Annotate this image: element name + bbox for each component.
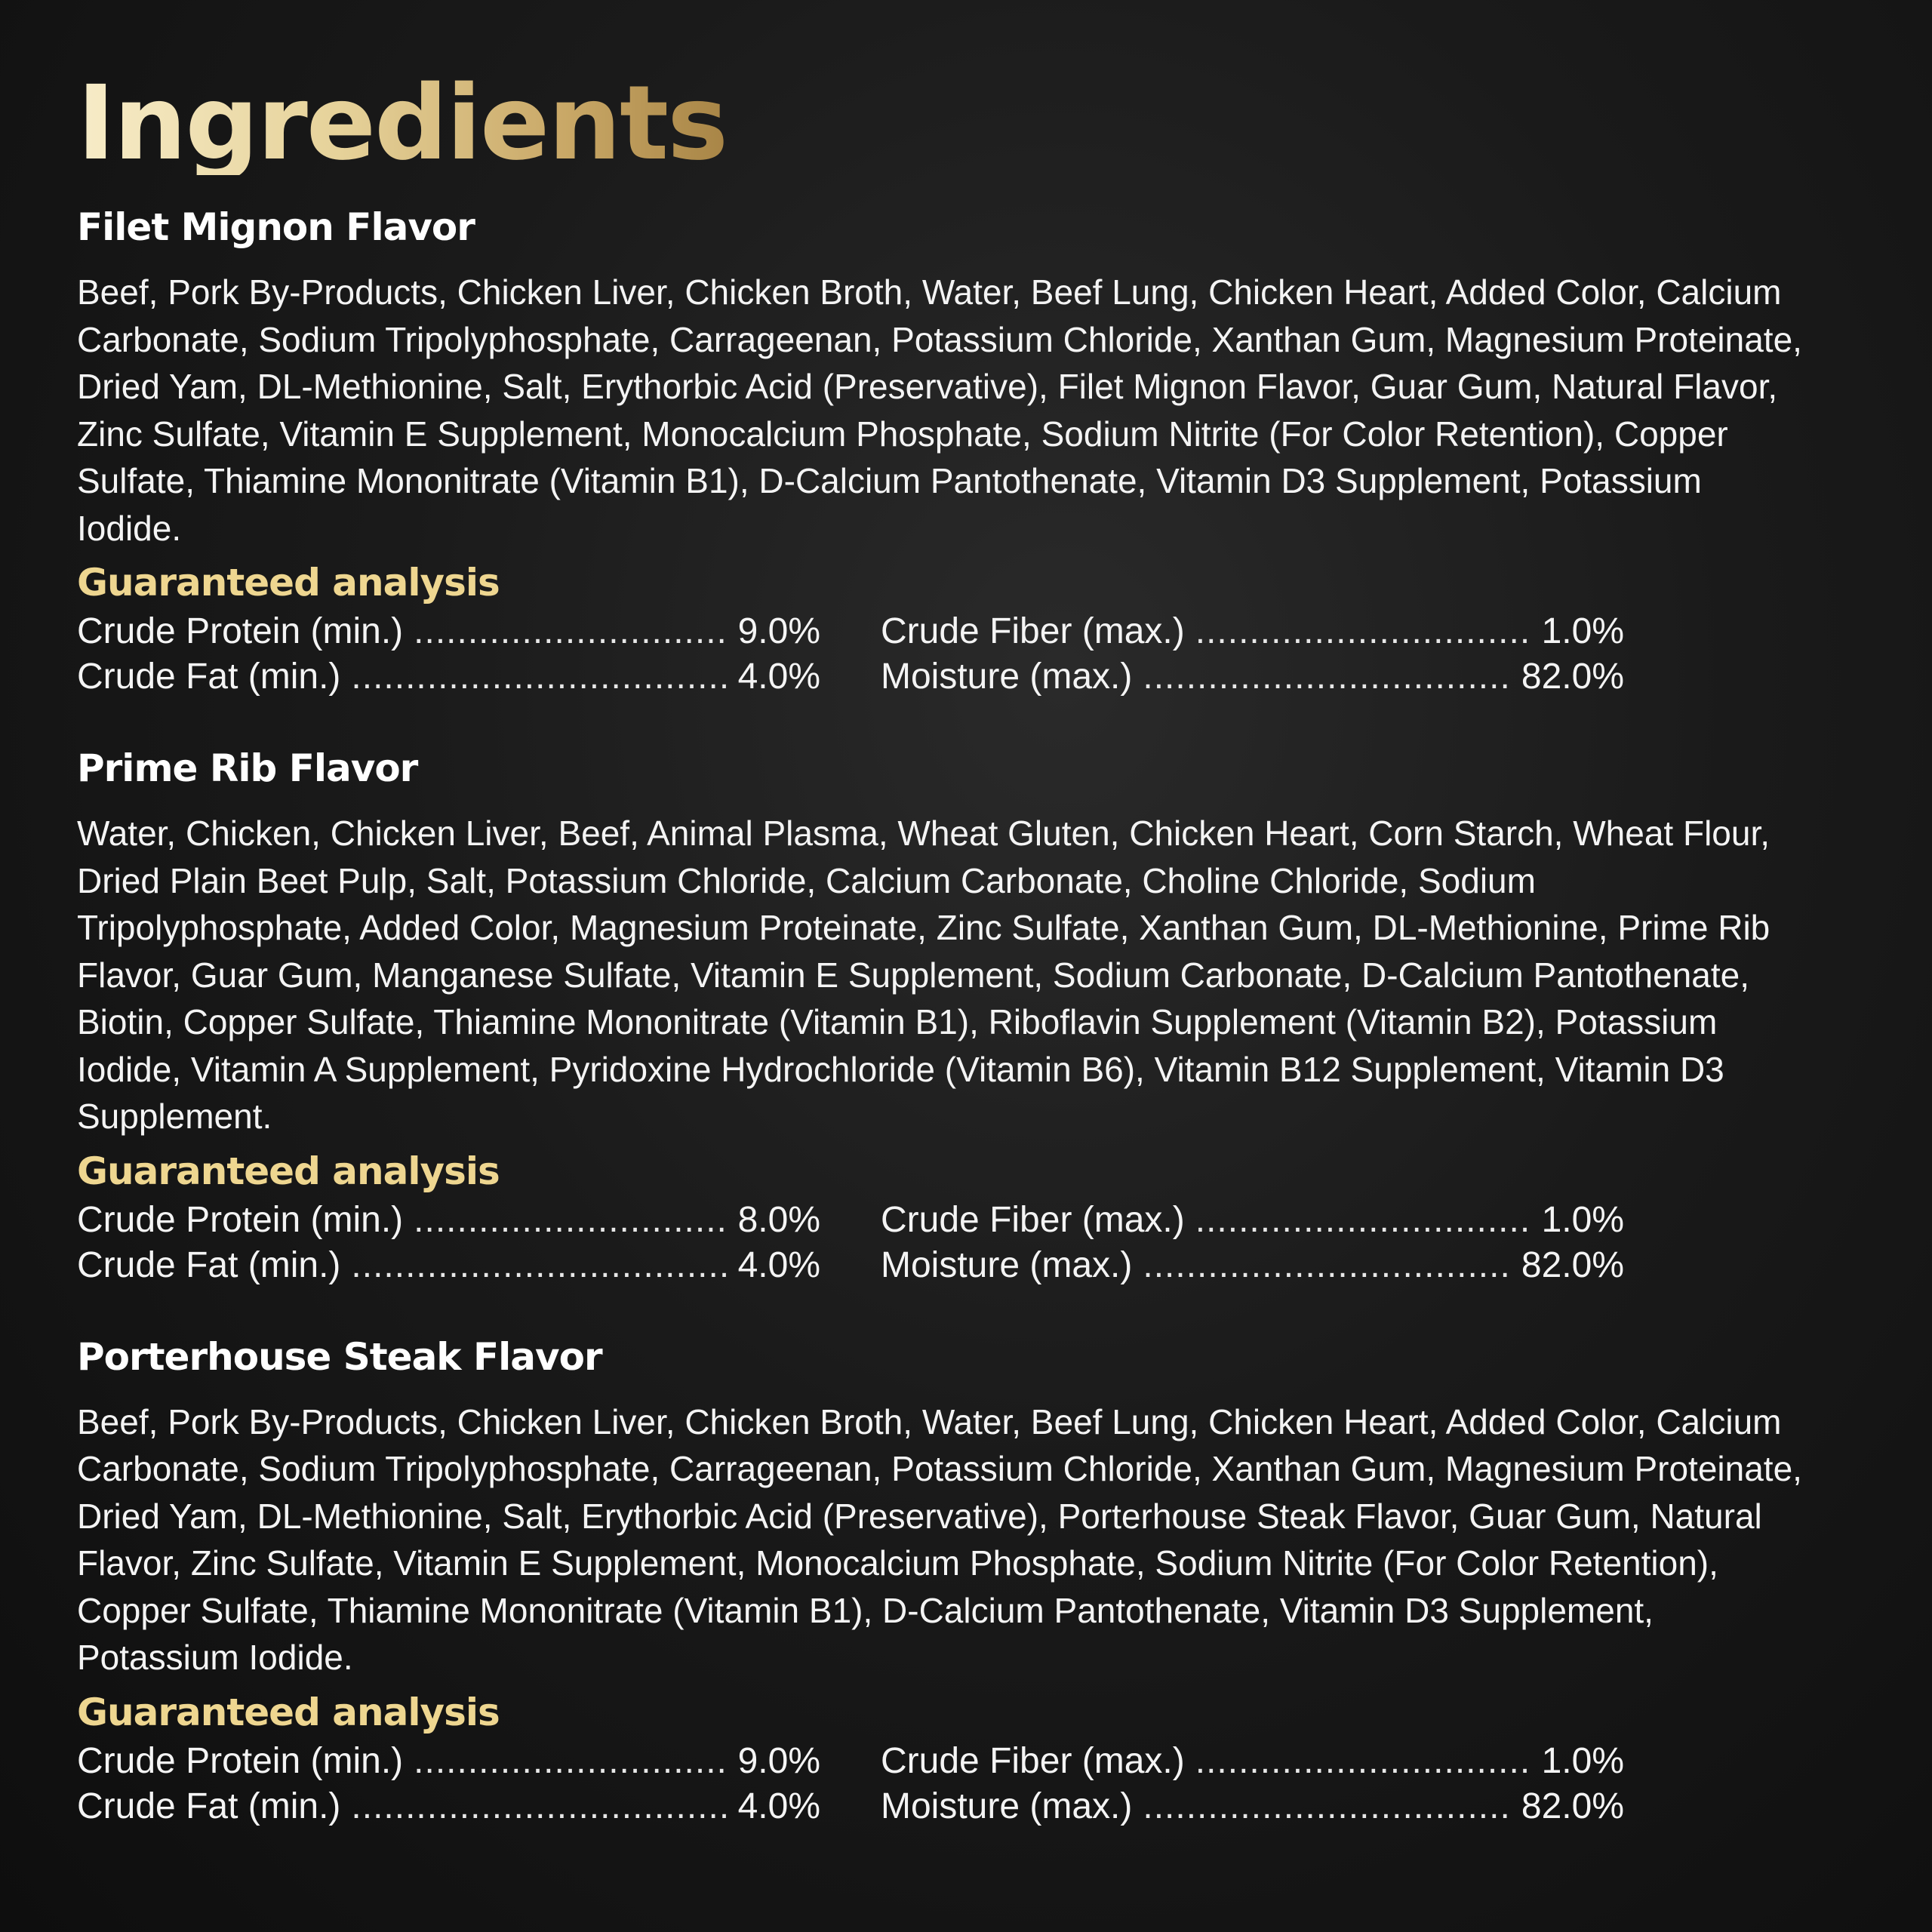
analysis-row-crude-fiber [881, 609, 1624, 654]
ingredients-list: Beef, Pork By-Products, Chicken Liver, Chicken Broth, Water, Beef Lung, Chicken Heart, Added Color, Calcium Carbonate, Sodium Tripolyphosphate, Carrageenan, Potassium Chloride, Xanthan Gum, Magnesium Proteinate, Dried Yam, DL-Methionine, Salt, Erythorbic Acid (Preservative), Filet Mignon Flavor, Guar Gum, Natural Flavor, Zinc Sulfate, Vitamin E Supplement, Monocalcium Phosphate, Sodium Nitrite (For Color Retention), Copper Sulfate, Thiamine Mononitrate (Vitamin B1), D-Calcium Pantothenate, Vitamin D3 Supplement, Potassium Iodide. [77, 272, 1802, 548]
analysis-value: 4.0% [737, 657, 820, 697]
dot-leader [1143, 654, 1509, 700]
page-title: Ingredients [77, 64, 728, 183]
dot-leader [1143, 1784, 1509, 1829]
analysis-value: 9.0% [737, 611, 820, 651]
analysis-value: 82.0% [1521, 1244, 1624, 1285]
analysis-value: 1.0% [1541, 611, 1624, 651]
analysis-value: 1.0% [1541, 1199, 1624, 1240]
dot-leader [414, 1198, 725, 1243]
guaranteed-analysis-heading: Guaranteed analysis [77, 561, 500, 605]
analysis-label: Crude Fat (min.) [77, 1244, 341, 1285]
analysis-value: 4.0% [737, 1244, 820, 1285]
ingredients-list: Beef, Pork By-Products, Chicken Liver, Chicken Broth, Water, Beef Lung, Chicken Heart, Added Color, Calcium Carbonate, Sodium Tripolyphosphate, Carrageenan, Potassium Chloride, Xanthan Gum, Magnesium Proteinate, Dried Yam, DL-Methionine, Salt, Erythorbic Acid (Preservative), Porterhouse Steak Flavor, Guar Gum, Natural Flavor, Zinc Sulfate, Vitamin E Supplement, Monocalcium Phosphate, Sodium Nitrite (For Color Retention), Copper Sulfate, Thiamine Mononitrate (Vitamin B1), D-Calcium Pantothenate, Vitamin D3 Supplement, Potassium Iodide. [77, 1401, 1802, 1677]
analysis-value: 82.0% [1521, 1786, 1624, 1826]
analysis-label: Crude Fat (min.) [77, 657, 341, 697]
analysis-label: Crude Fiber (max.) [881, 1199, 1185, 1240]
analysis-value: 9.0% [737, 1740, 820, 1781]
analysis-row-crude-fat [77, 1784, 820, 1829]
dot-leader [351, 1784, 725, 1829]
analysis-label: Crude Protein (min.) [77, 1199, 404, 1240]
analysis-row-crude-fiber [881, 1198, 1624, 1243]
analysis-row-moisture [881, 1243, 1624, 1288]
flavor-section-porterhouse-steak [77, 1334, 1857, 1829]
guaranteed-analysis-heading: Guaranteed analysis [77, 1149, 500, 1193]
dot-leader [1195, 1198, 1530, 1243]
analysis-label: Crude Fat (min.) [77, 1786, 341, 1826]
analysis-label: Moisture (max.) [881, 657, 1133, 697]
analysis-row-crude-protein [77, 609, 820, 654]
flavor-name: Prime Rib Flavor [77, 746, 418, 790]
analysis-row-crude-fiber [881, 1739, 1624, 1784]
guaranteed-analysis-heading: Guaranteed analysis [77, 1690, 500, 1734]
guaranteed-analysis-table [77, 1739, 1857, 1829]
analysis-row-moisture [881, 1784, 1624, 1829]
flavor-section-prime-rib [77, 746, 1857, 1288]
dot-leader [1195, 1739, 1530, 1784]
dot-leader [1195, 609, 1530, 654]
analysis-row-crude-fat [77, 654, 820, 700]
ingredients-list: Water, Chicken, Chicken Liver, Beef, Animal Plasma, Wheat Gluten, Chicken Heart, Corn Starch, Wheat Flour, Dried Plain Beet Pulp, Salt, Potassium Chloride, Calcium Carbonate, Choline Chloride, Sodium Tripolyphosphate, Added Color, Magnesium Proteinate, Zinc Sulfate, Xanthan Gum, DL-Methionine, Prime Rib Flavor, Guar Gum, Manganese Sulfate, Vitamin E Supplement, Sodium Carbonate, D-Calcium Pantothenate, Biotin, Copper Sulfate, Thiamine Mononitrate (Vitamin B1), Riboflavin Supplement (Vitamin B2), Potassium Iodide, Vitamin A Supplement, Pyridoxine Hydrochloride (Vitamin B6), Vitamin B12 Supplement, Vitamin D3 Supplement. [77, 814, 1770, 1136]
analysis-label: Moisture (max.) [881, 1786, 1133, 1826]
analysis-label: Crude Protein (min.) [77, 611, 404, 651]
analysis-row-moisture [881, 654, 1624, 700]
analysis-value: 4.0% [737, 1786, 820, 1826]
analysis-value: 82.0% [1521, 657, 1624, 697]
analysis-value: 1.0% [1541, 1740, 1624, 1781]
analysis-row-crude-protein [77, 1739, 820, 1784]
analysis-row-crude-fat [77, 1243, 820, 1288]
flavor-name: Porterhouse Steak Flavor [77, 1334, 602, 1379]
guaranteed-analysis-table [77, 1198, 1857, 1288]
analysis-label: Moisture (max.) [881, 1244, 1133, 1285]
dot-leader [351, 654, 725, 700]
flavor-name: Filet Mignon Flavor [77, 205, 475, 249]
analysis-label: Crude Fiber (max.) [881, 1740, 1185, 1781]
flavor-section-filet-mignon [77, 205, 1857, 700]
analysis-row-crude-protein [77, 1198, 820, 1243]
dot-leader [414, 609, 725, 654]
dot-leader [351, 1243, 725, 1288]
analysis-label: Crude Fiber (max.) [881, 611, 1185, 651]
dot-leader [1143, 1243, 1509, 1288]
analysis-label: Crude Protein (min.) [77, 1740, 404, 1781]
guaranteed-analysis-table [77, 609, 1857, 700]
dot-leader [414, 1739, 725, 1784]
analysis-value: 8.0% [737, 1199, 820, 1240]
